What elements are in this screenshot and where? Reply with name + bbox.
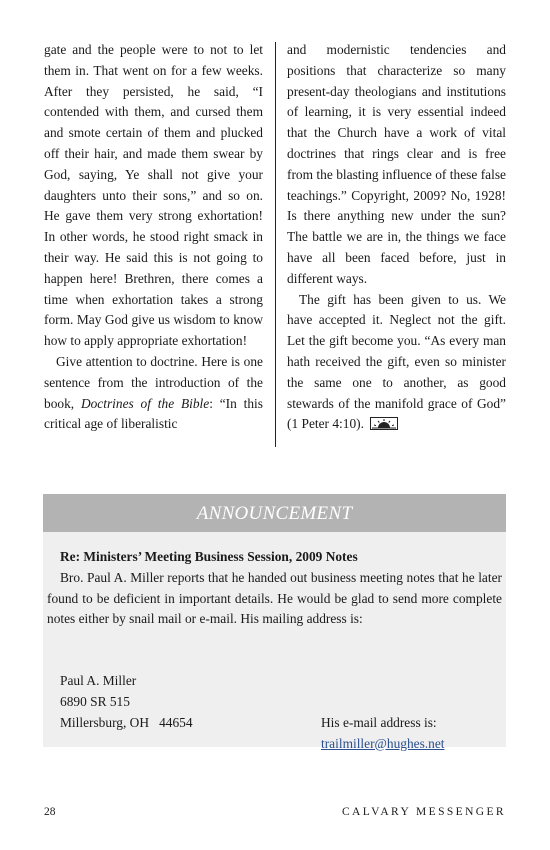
announcement-header: ANNOUNCEMENT bbox=[43, 494, 506, 532]
mailing-address bbox=[60, 671, 193, 733]
book-title: Doctrines of the Bible bbox=[80, 395, 210, 411]
announcement-body bbox=[43, 532, 506, 630]
announcement-box bbox=[43, 494, 506, 751]
page-footer bbox=[44, 806, 506, 822]
sunrise-end-mark-icon bbox=[370, 417, 398, 430]
address-name: Paul A. Miller bbox=[60, 673, 137, 688]
email-block bbox=[321, 713, 445, 755]
page-number: 28 bbox=[44, 806, 56, 818]
magazine-name: CALVARY MESSENGER bbox=[341, 806, 506, 818]
left-paragraph-2-lead: Give attention to doctrine. Here is one sentence from the introduction of the book, bbox=[44, 353, 263, 411]
right-column bbox=[287, 40, 506, 435]
column-divider bbox=[275, 42, 276, 447]
left-paragraph-1: gate and the people were to not to let them in. That went on for a few weeks. After they persisted, he said, “I contended with them, and cursed them and smote certain of them and plucked off their hair, and made them swear by God, saying, Ye shall not give your daughters unto their sons,” and so on. He gave them very strong exhortation! In other words, he stood right smack in their way. He said this is not going to happen here! Brethren, there comes a time when exhortation takes a strong form. May God give us wisdom to know how to apply appropriate exhortation! bbox=[44, 42, 263, 349]
right-paragraph-1: and modernistic tendencies and positions that characterize so many present-day theologians and institutions of learning, it is very essential indeed that the Church have a work of vital doctrines that rings clear and is free from the blasting influence of these false teachings.” Copyright, 2009? No, 1928! Is there anything new under the sun? The battle we are in, the things we face have all been faced before, just in different ways. bbox=[287, 42, 506, 286]
right-paragraph-2-text: The gift has been given to us. We have accepted it. Neglect not the gift. Let the gift become you. “As every man hath received the gift, even so minister the same one to another, as good stewards of the manifold grace of God” (1 Peter 4:10). bbox=[287, 291, 506, 432]
announcement-title: Re: Ministers’ Meeting Business Session, 2009 Notes bbox=[60, 549, 358, 564]
right-paragraph-2 bbox=[287, 290, 506, 436]
left-column bbox=[44, 40, 263, 435]
left-paragraph-2-tail: : “In this critical age of liberalistic bbox=[44, 395, 263, 432]
email-label: His e-mail address is: bbox=[321, 715, 437, 730]
email-link[interactable]: trailmiller@hughes.net bbox=[321, 735, 445, 751]
announcement-text: Bro. Paul A. Miller reports that he handed out business meeting notes that he later found to be deficient in important details. He would be glad to send more complete notes either by snail mail or e-mail. His mailing address is: bbox=[47, 569, 502, 627]
left-paragraph-2 bbox=[44, 352, 263, 435]
address-street: 6890 SR 515 bbox=[60, 693, 130, 709]
address-city: Millersburg, OH 44654 bbox=[60, 714, 193, 730]
